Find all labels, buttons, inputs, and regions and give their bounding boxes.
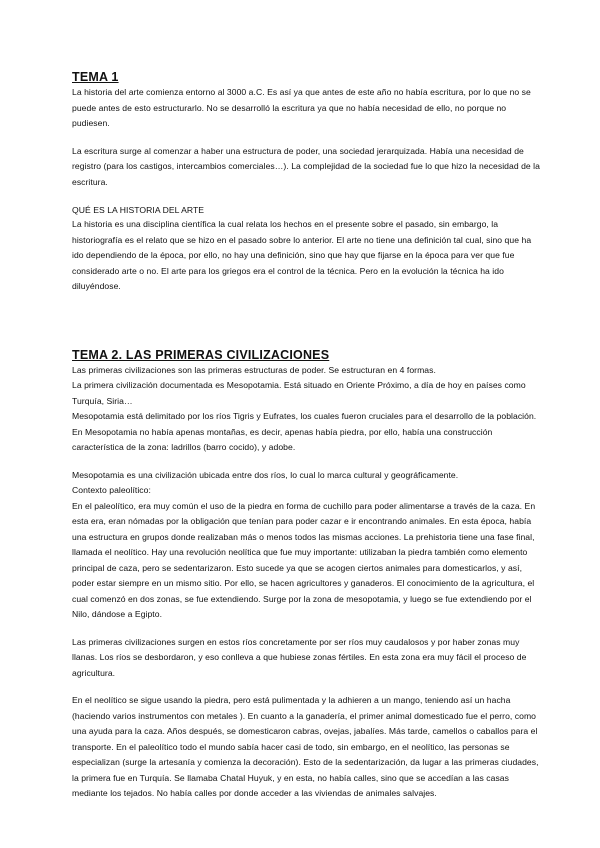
tema1-heading: TEMA 1 (72, 70, 119, 84)
tema1-subheading: QUÉ ES LA HISTORIA DEL ARTE (72, 205, 205, 215)
tema2-paragraph-neolitico: En el neolítico se sigue usando la piedra, pero está pulimentada y la adhieren a un mango, teniendo así un hacha (haciendo varios instrumentos con metales ). En cuanto a la ganadería, el primer animal domesticado fue el perro, como una ayuda para la caza. Años después, se domesticaron cabras, ovejas, jabalíes. Más tarde, camellos o caballos para el transporte. En el paleolítico todo el mundo sabía hacer casi de todo, sin embargo, en el neolítico, las personas se especializan (surge la artesanía y comienza la decoración). Esto de la sedentarización, da lugar a las primeras ciudades, la primera fue en Turquía. Se llamaba Chatal Huyuk, y en esta, no había calles, sino que se accedían a las casas mediante los tejados. No había calles por donde acceder a las viviendas de animales salvajes. (72, 695, 539, 798)
tema2-paragraph-3: Mesopotamia está delimitado por los ríos Tigris y Eufrates, los cuales fueron cruciales para el desarrollo de la población. En Mesopotamia no había apenas montañas, es decir, apenas había piedra, por ello, había una construcción característica de la zona: ladrillos (barro cocido), y adobe. (72, 411, 537, 452)
tema1-paragraph-2: La escritura surge al comenzar a haber una estructura de poder, una sociedad jerarquizada. Había una necesidad de registro (para los castigos, intercambios comerciales…). La complejidad de la sociedad fue lo que hizo la necesidad de la escritura. (72, 145, 540, 187)
tema1-paragraph-3: La historia es una disciplina científica la cual relata los hechos en el presente sobre el pasado, sin embargo, la historiografía es el relato que se hizo en el pasado sobre lo anterior. El arte no tiene una definición tal cual, sino que ha ido dependiendo de la época, por ello, no hay una definición, sino que hay que fijarse en la época para ver que fue considerado arte o no. El arte para los griegos era el control de la técnica. Pero en la evolución la técnica ha ido diluyéndose. (72, 219, 532, 291)
tema2-paragraph-4: Mesopotamia es una civilización ubicada entre dos ríos, lo cual lo marca cultural y geográficamente. (72, 469, 459, 480)
tema2-paragraph-2: La primera civilización documentada es Mesopotamia. Está situado en Oriente Próximo, a día de hoy en países como Turquía, Siria… (72, 380, 526, 406)
tema2-paragraph-rios: Las primeras civilizaciones surgen en estos ríos concretamente por ser ríos muy caudalosos y por haber zonas muy llanas. Los ríos se desbordaron, y eso conlleva a que hubiese zonas fértiles. En esta zona era muy fácil el proceso de agricultura. (72, 636, 527, 678)
tema2-context-label: Contexto paleolítico: (72, 485, 151, 495)
tema2-paragraph-paleolitico: En el paleolítico, era muy común el uso de la piedra en forma de cuchillo para poder alimentarse a través de la caza. En esta era, eran nómadas por la obligación que tenían para poder cazar e ir encontrando animales. En esta época, había una estructura en grupos donde realizaban más o menos todos las mismas acciones. La prehistoria tiene una fase final, llamada el neolítico. Hay una revolución neolítica que fue muy importante: utilizaban la piedra también como elemento principal de caza, pero se sedentarizaron. Esto sucede ya que se acogen ciertos animales para domesticarlos, y así, poder estar siempre en un mismo sitio. Por ello, se hacen agricultores y ganaderos. El conocimiento de la agricultura, el cual comenzó en dos zonas, se fue extendiendo. Surge por la zona de mesopotamia, y luego se fue extendiendo por el Nilo, dándose a Egipto. (72, 500, 536, 619)
tema2-paragraph-1: Las primeras civilizaciones son las primeras estructuras de poder. Se estructuran en 4 formas. (72, 364, 436, 375)
tema2-heading: TEMA 2. LAS PRIMERAS CIVILIZACIONES (72, 347, 330, 362)
tema1-paragraph-1: La historia del arte comienza entorno al 3000 a.C. Es así ya que antes de este año no había escritura, por lo que no se puede antes de esto estructurarlo. No se desarrolló la escritura ya que no había necesidad de ello, no porque no pudiesen. (72, 87, 531, 128)
